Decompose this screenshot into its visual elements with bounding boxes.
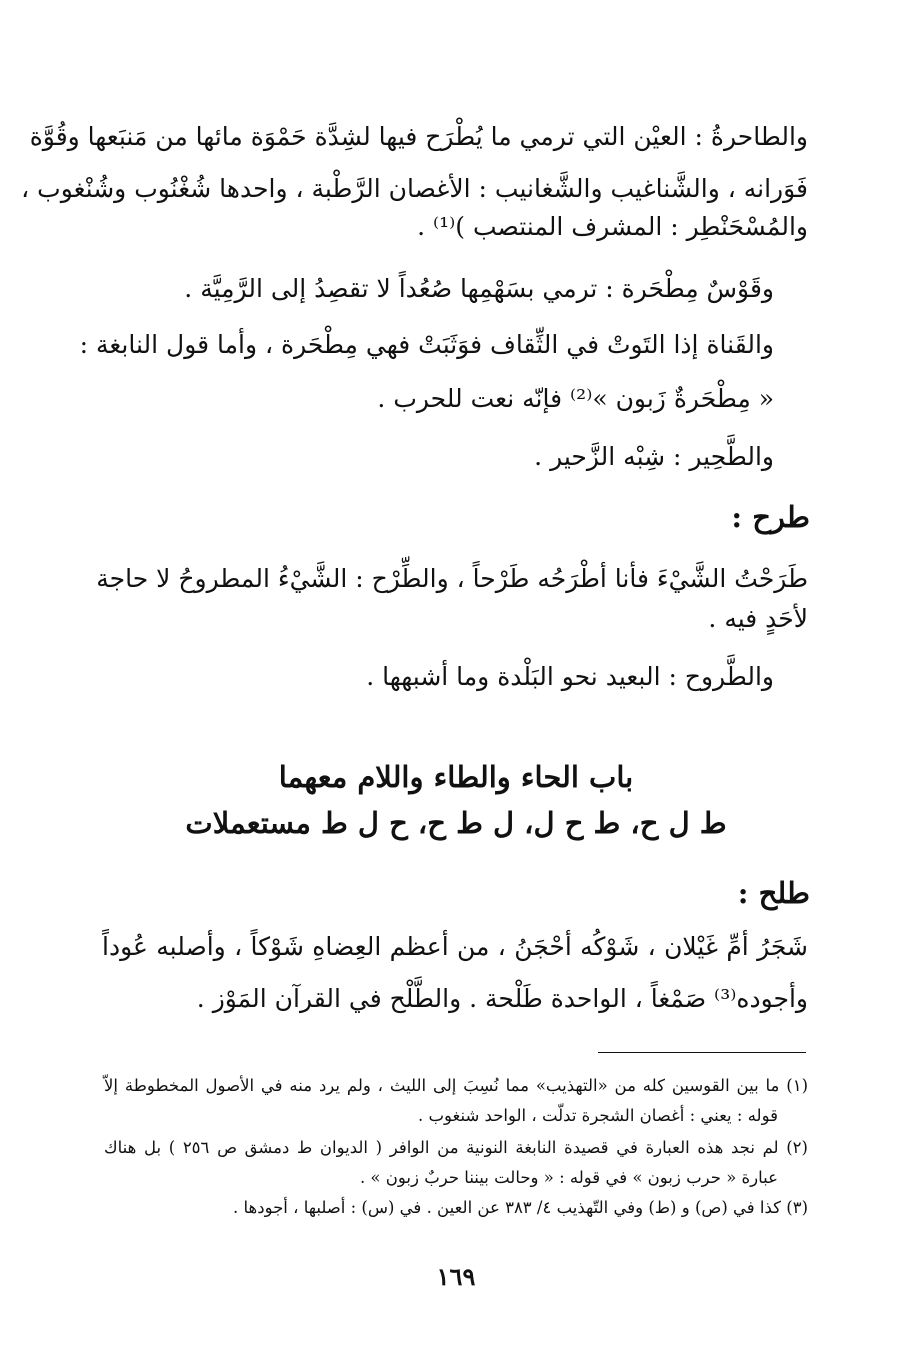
footnote-rule xyxy=(598,1052,806,1053)
chapter-subtitle: ط ل ح، ط ح ل، ل ط ح، ح ل ط مستعملات xyxy=(185,806,727,840)
footnote-line: (١) ما بين القوسين كله من «التهذيب» مما نُسِبَ إلى الليث ، ولم يرد منه في الأصول المخطوطة إلاّ xyxy=(104,1076,808,1095)
page-number: ١٦٩ xyxy=(436,1262,476,1291)
chapter-heading: باب الحاء والطاء واللام معهما xyxy=(278,760,634,794)
entry-heading-tarh: طرح : xyxy=(731,500,810,534)
text-line: طَرَحْتُ الشَّيْءَ فأنا أطْرَحُه طَرْحاً ، والطِّرْح : الشَّيْءُ المطروحُ لا حاجة xyxy=(96,564,808,593)
footnote-line: عبارة « حرب زبون » في قوله : « وحالت بيننا حربٌ زبون » . xyxy=(359,1168,778,1187)
text-line: شَجَرُ أمِّ غَيْلان ، شَوْكُه أحْجَنُ ، من أعظم العِضاهِ شَوْكاً ، وأصلبه عُوداً xyxy=(102,932,808,961)
text-line: والقَناة إذا التَوتْ في الثِّقاف فوَثَبَتْ فهي مِطْحَرة ، وأما قول النابغة : xyxy=(79,330,774,359)
text-line: لأحَدٍ فيه . xyxy=(708,604,808,633)
footnote-line: قوله : يعني : أغصان الشجرة تدلّت ، الواحد شنغوب . xyxy=(418,1106,778,1125)
footnote-line: (٢) لم نجد هذه العبارة في قصيدة النابغة النونية من الوافر ( الديوان ط دمشق ص ٢٥٦ ) بل هناك xyxy=(104,1138,808,1157)
text-line: والمُسْحَنْطِر : المشرف المنتصب )⁽¹⁾ . xyxy=(417,212,808,241)
text-line: والطَّحِير : شِبْه الزَّحير . xyxy=(534,442,774,471)
entry-heading-talh: طلح : xyxy=(737,876,810,910)
text-line: وقَوْسٌ مِطْحَرة : ترمي بسَهْمِها صُعُداً لا تقصِدُ إلى الرَّمِيَّة . xyxy=(184,274,774,303)
text-line: والطَّروح : البعيد نحو البَلْدة وما أشبهها . xyxy=(366,662,774,691)
text-line: « مِطْحَرةٌ زَبون »⁽²⁾ فإنّه نعت للحرب . xyxy=(377,384,774,413)
text-line: فَوَرانه ، والشَّناغيب والشَّغانيب : الأغصان الرَّطْبة ، واحدها شُغْنُوب وشُنْغوب ، xyxy=(21,174,808,203)
footnote-line: (٣) كذا في (ص) و (ط) وفي التّهذيب ٤/ ٣٨٣ عن العين . في (س) : أصلبها ، أجودها . xyxy=(233,1198,808,1217)
text-line: وأجوده⁽³⁾ صَمْغاً ، الواحدة طَلْحة . والطَّلْح في القرآن المَوْز . xyxy=(196,984,808,1013)
text-line: والطاحرةُ : العيْن التي ترمي ما يُطْرَح فيها لشِدَّة حَمْوَة مائها من مَنبَعها وقُوَّة xyxy=(29,122,808,151)
